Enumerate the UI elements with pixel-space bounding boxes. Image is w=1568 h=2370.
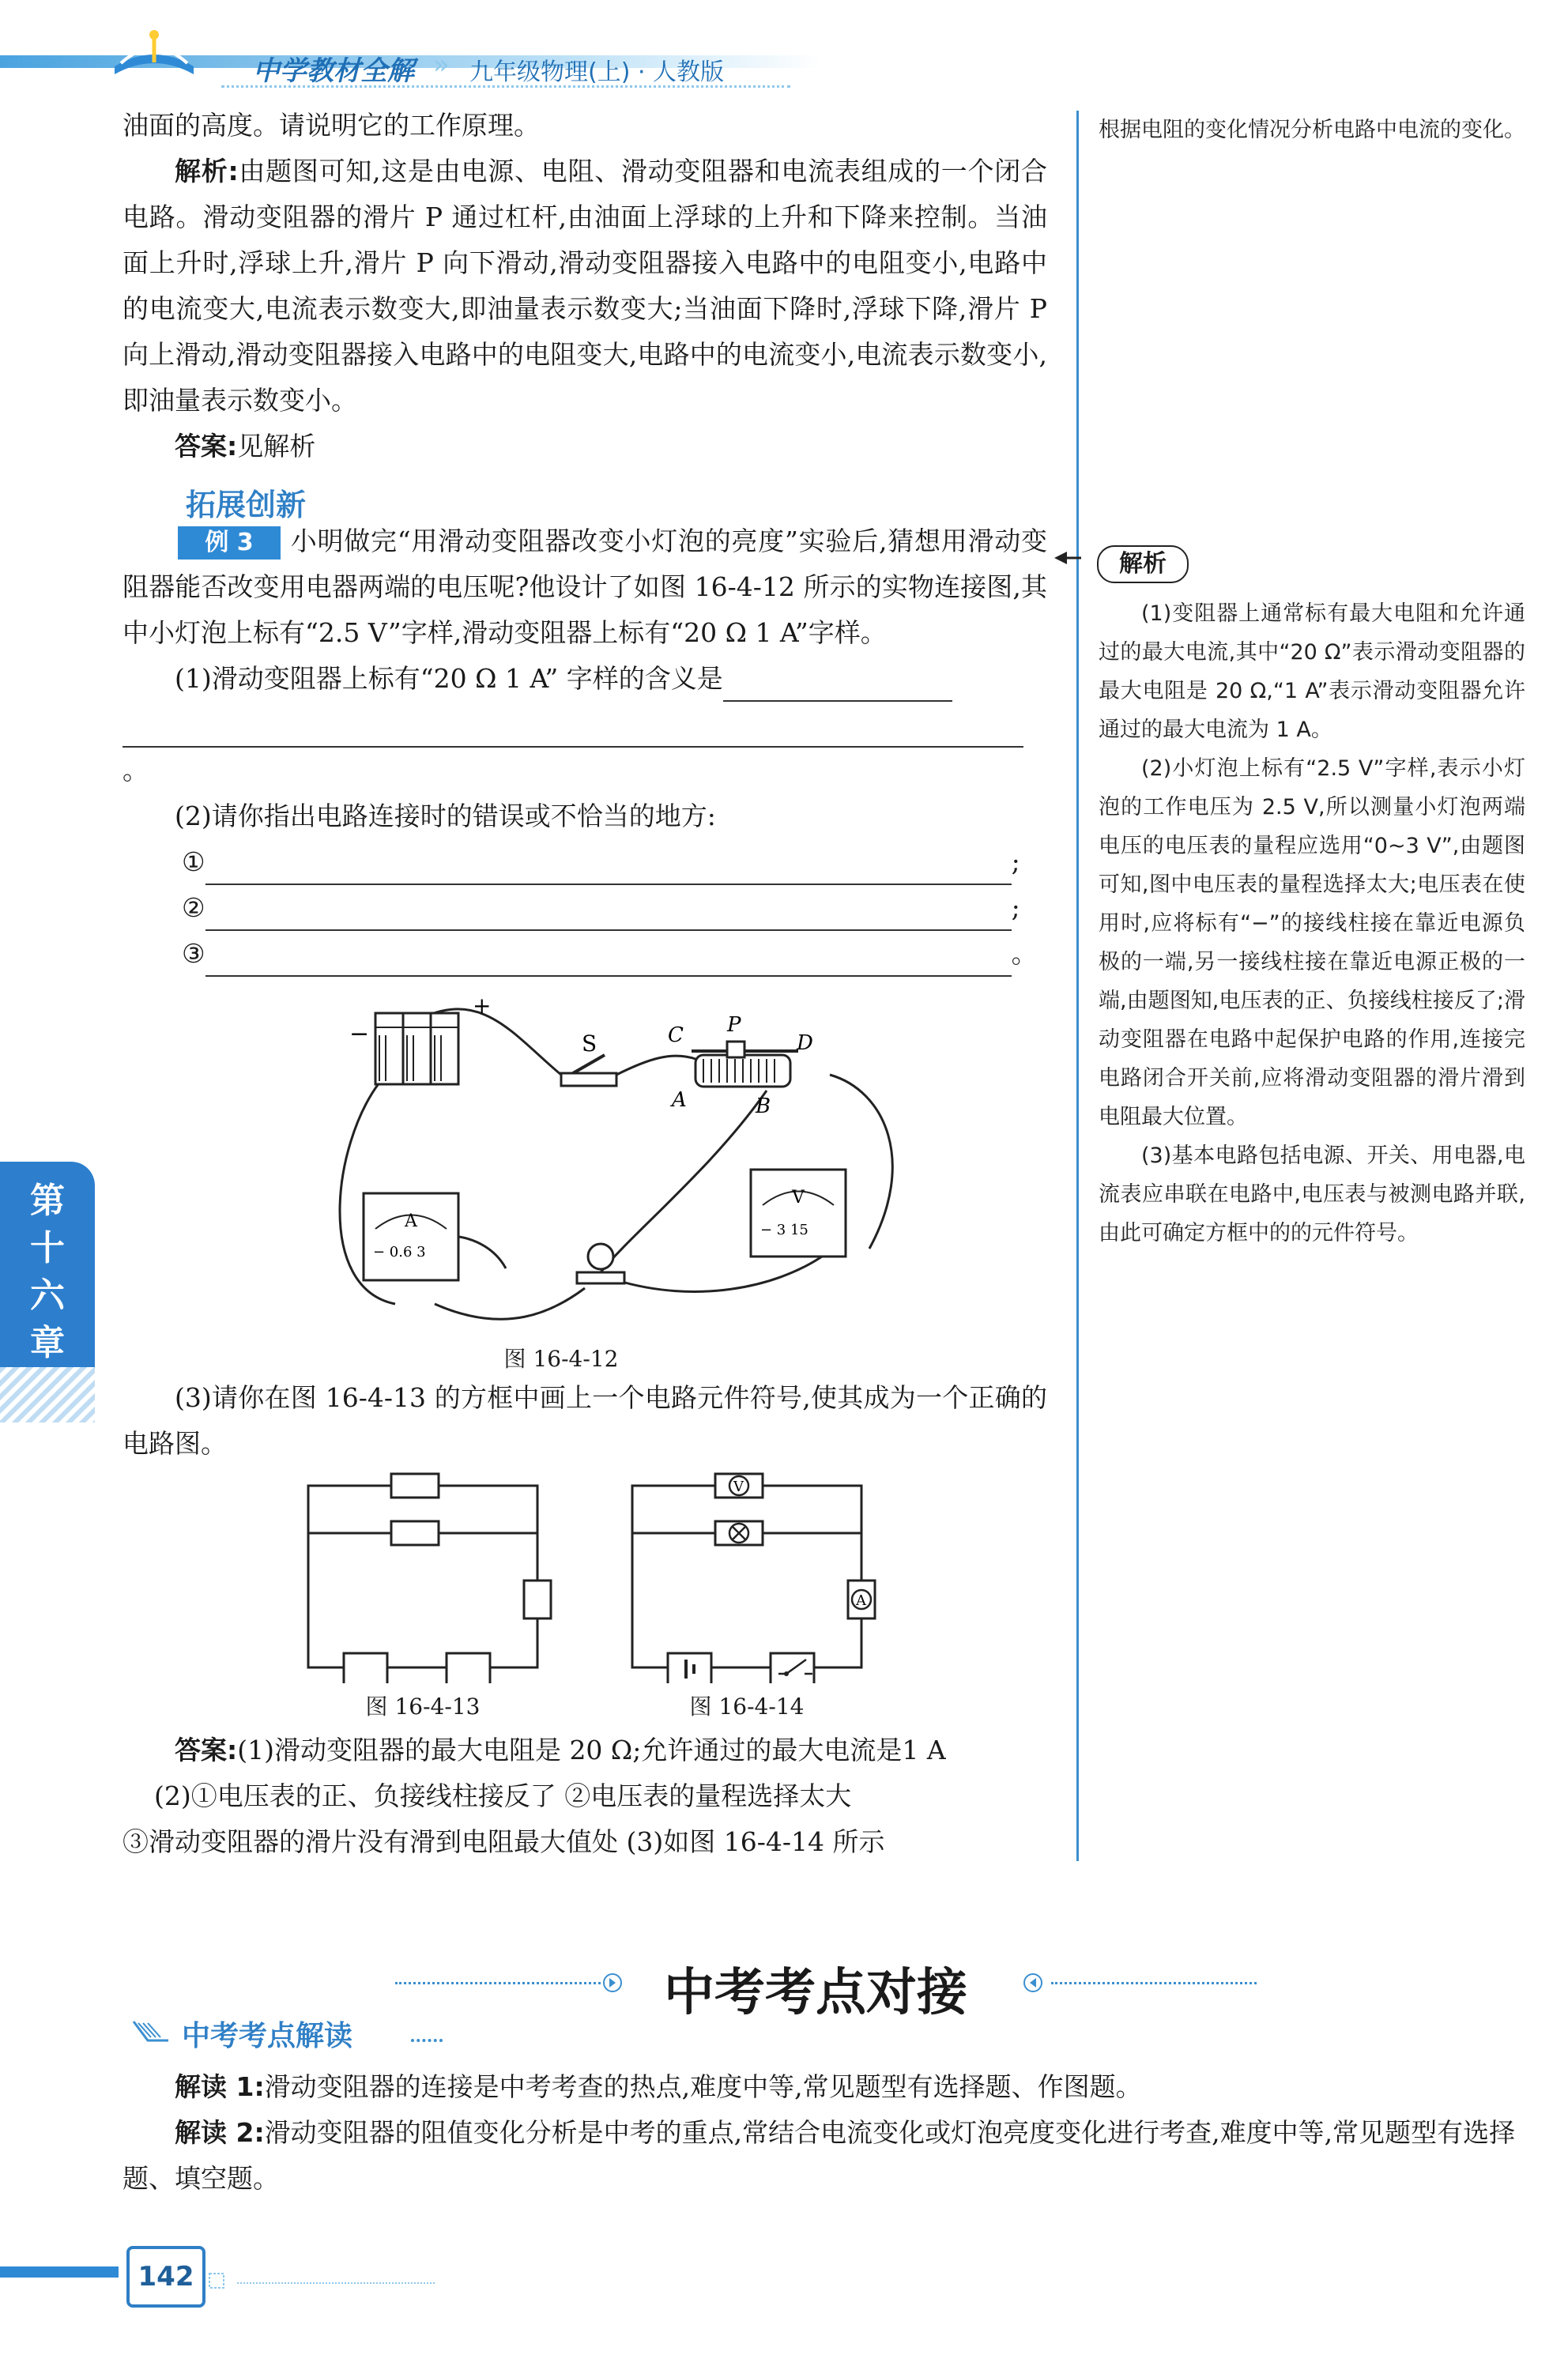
ammeter (364, 1193, 458, 1280)
question-3-block (122, 1375, 1047, 1467)
question-1-continued (122, 702, 1047, 793)
battery-plus: + (473, 993, 492, 1019)
battery-minus: − (349, 1020, 370, 1048)
q1-blank-b[interactable] (122, 718, 1023, 748)
empty-box-3[interactable] (524, 1581, 551, 1618)
reading-1-label: 解读 1: (175, 2071, 265, 2102)
main-column (122, 103, 1047, 977)
q1-blank-a[interactable] (723, 672, 952, 702)
subtitle-dots (411, 2039, 443, 2042)
side-top-text: 根据电阻的变化情况分析电路中电流的变化。 (1099, 118, 1525, 142)
question-3: (3)请你在图 16-4-13 的方框中画上一个电路元件符号,使其成为一个正确的电路图。 (122, 1382, 1047, 1459)
item-blank-3[interactable] (205, 947, 1012, 977)
analysis-paragraph (122, 149, 1047, 424)
analysis-label: 解析: (175, 156, 239, 187)
figure-16-4-13 (300, 1470, 553, 1683)
reading-2-text: 滑动变阻器的阻值变化分析是中考的重点,常结合电流变化或灯泡亮度变化进行考查,难度中等,常见题型有选择题、填空题。 (122, 2117, 1516, 2194)
arrow-left-icon (1051, 548, 1083, 567)
final-answer-block (122, 1728, 1047, 1865)
footer-dots (237, 2282, 435, 2284)
zhongkao-body (122, 2064, 1529, 2202)
example-paragraph (122, 518, 1047, 656)
figure-16-4-12 (300, 988, 901, 1336)
final-answer-line-3: ③滑动变阻器的滑片没有滑到电阻最大值处 (3)如图 16-4-14 所示 (122, 1826, 885, 1857)
item-end-3: 。 (1011, 938, 1038, 969)
chapter-char-1: 第 (30, 1181, 65, 1221)
column-divider (1076, 111, 1079, 1861)
reading-1-text: 滑动变阻器的连接是中考考查的热点,难度中等,常见题型有选择题、作图题。 (264, 2071, 1142, 2102)
ammeter-label: A (405, 1211, 417, 1231)
rheostat-d: D (797, 1031, 813, 1055)
ammeter-scale: − 0.6 3 (373, 1244, 426, 1260)
side-analysis (1099, 594, 1525, 1253)
page-bar (0, 2266, 119, 2278)
figure-16-4-14 (624, 1470, 877, 1683)
chapter-char-4: 章 (30, 1323, 65, 1363)
voltmeter-symbol-label: V (733, 1479, 744, 1495)
chapter-char-2: 十 (30, 1228, 65, 1268)
chevron-right-icon (601, 1972, 624, 1993)
empty-box-4[interactable] (344, 1653, 387, 1683)
voltmeter-scale: − 3 15 (760, 1222, 808, 1238)
zhongkao-title: 中考考点对接 (664, 1964, 967, 2022)
book-logo-icon (107, 27, 202, 82)
side-top-note (1099, 111, 1525, 149)
example-badge: 例 3 (178, 526, 281, 560)
section-title: 拓展创新 (186, 488, 307, 522)
item-blank-2[interactable] (205, 901, 1012, 931)
chevron-left-icon (1021, 1972, 1045, 1993)
chapter-tab-stripe (0, 1367, 95, 1422)
q1-text: (1)滑动变阻器上标有“20 Ω 1 A” 字样的含义是 (175, 663, 723, 694)
question-1 (122, 656, 1047, 702)
title-rule-left (395, 1982, 601, 1984)
ammeter-symbol-label: A (856, 1592, 866, 1609)
voltmeter (751, 1170, 846, 1257)
blank-item-2 (122, 885, 1047, 931)
header-arrow: » (433, 49, 450, 81)
voltmeter-label: V (792, 1188, 805, 1208)
switch (561, 1055, 616, 1086)
empty-box-2[interactable] (391, 1521, 439, 1545)
answer-text: 见解析 (237, 431, 316, 462)
header-subject: 九年级物理(上) · 人教版 (469, 58, 725, 86)
rheostat (692, 1042, 798, 1087)
final-answer-label: 答案: (175, 1735, 238, 1765)
rheostat-a: A (672, 1088, 687, 1112)
page-number: 142 (126, 2246, 205, 2308)
rheostat-p: P (727, 1013, 741, 1037)
reading-1 (122, 2064, 1529, 2110)
chapter-tab (0, 1162, 95, 1367)
item-num-3: ③ (182, 938, 205, 969)
answer-label: 答案: (175, 431, 238, 462)
section-marker-icon (130, 2017, 172, 2045)
rheostat-c: C (668, 1023, 684, 1047)
final-answer-1: (1)滑动变阻器的最大电阻是 20 Ω;允许通过的最大电流是1 A (237, 1735, 946, 1765)
example-text: 小明做完“用滑动变阻器改变小灯泡的亮度”实验后,猜想用滑动变阻器能否改变用电器两端的电压呢?他设计了如图 16-4-12 所示的实物连接图,其中小灯泡上标有“2.5 V”字样,滑动变阻器上标有“20 Ω 1 A”字样。 (122, 526, 1047, 648)
empty-box-5[interactable] (447, 1653, 490, 1683)
lamp (577, 1244, 624, 1283)
analysis-tag: 解析 (1097, 545, 1189, 583)
answer-paragraph (122, 424, 1047, 469)
header-divider (221, 85, 790, 88)
wire-lamp-voltmeter (616, 1257, 822, 1291)
question-2: (2)请你指出电路连接时的错误或不恰当的地方: (175, 801, 716, 831)
final-answer-line-1 (122, 1728, 1047, 1773)
item-num-1: ① (182, 846, 205, 877)
figure-16-4-12-caption: 图 16-4-12 (503, 1346, 619, 1372)
rheostat-b: B (756, 1095, 771, 1118)
wire-rheostat-lamp (601, 1091, 767, 1272)
side-analysis-2: (2)小灯泡上标有“2.5 V”字样,表示小灯泡的工作电压为 2.5 V,所以测量小灯泡两端电压的电压表的量程应选用“0~3 V”,由题图可知,图中电压表的量程选择太大;电压表在使用时,应将标有“−”的接线柱接在靠近电源负极的一端,另一接线柱接在靠近电源正极的一端,由题图知,电压表的正、负接线柱接反了;滑动变阻器在电路中起保护电路的作用,连接完电路闭合开关前,应将滑动变阻器的滑片滑到电阻最大位置。 (1099, 756, 1525, 1129)
blank-item-3 (122, 931, 1047, 977)
wire-switch-rheostat (616, 1056, 695, 1075)
zhongkao-subtitle: 中考考点解读 (182, 2020, 353, 2052)
chapter-char-3: 六 (30, 1275, 65, 1316)
battery-pack (375, 1013, 458, 1084)
header-brand: 中学教材全解 (253, 55, 414, 87)
wire-ammeter-lamp (435, 1288, 585, 1319)
item-num-2: ② (182, 892, 205, 923)
intro-text: 油面的高度。请说明它的工作原理。 (122, 110, 540, 141)
switch-label: S (582, 1031, 597, 1057)
q1-end: 。 (122, 755, 149, 786)
title-rule-right (1051, 1982, 1257, 1984)
side-analysis-1: (1)变阻器上通常标有最大电阻和允许通过的最大电流,其中“20 Ω”表示滑动变阻器的最大电阻是 20 Ω,“1 A”表示滑动变阻器允许通过的最大电流为 1 A。 (1099, 601, 1525, 742)
side-analysis-3: (3)基本电路包括电源、开关、用电器,电流表应串联在电路中,电压表与被测电路并联,由此可确定方框中的的元件符号。 (1099, 1144, 1525, 1245)
reading-2 (122, 2110, 1529, 2202)
item-blank-1[interactable] (205, 855, 1012, 885)
reading-2-label: 解读 2: (175, 2117, 265, 2148)
item-end-1: ; (1011, 846, 1020, 877)
item-end-2: ; (1011, 892, 1020, 923)
blank-item-1 (122, 839, 1047, 885)
figure-16-4-13-caption: 图 16-4-13 (365, 1694, 481, 1720)
analysis-text: 由题图可知,这是由电源、电阻、滑动变阻器和电流表组成的一个闭合电路。滑动变阻器的滑片 P 通过杠杆,由油面上浮球的上升和下降来控制。当油面上升时,浮球上升,滑片 P 向下滑动,滑动变阻器接入电路中的电阻变小,电路中的电流变大,电流表示数变大,即油量表示数变大;当油面下降时,浮球下降,滑片 P 向上滑动,滑动变阻器接入电路中的电阻变大,电路中的电流变小,电流表示数变小,即油量表示数变小。 (122, 156, 1047, 416)
figure-16-4-14-caption: 图 16-4-14 (689, 1694, 805, 1720)
empty-box-1[interactable] (391, 1474, 439, 1498)
final-answer-line-2: (2)①电压表的正、负接线柱接反了 ②电压表的量程选择太大 (154, 1780, 852, 1811)
square-icon (207, 2271, 226, 2290)
